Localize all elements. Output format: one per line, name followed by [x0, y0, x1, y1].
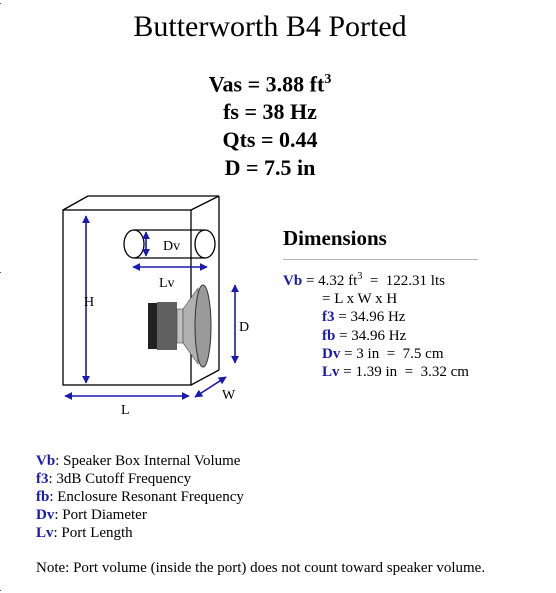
lv-label: Lv — [159, 276, 175, 291]
legend — [36, 452, 244, 542]
h-label: H — [84, 295, 95, 310]
param-d: D = 7.5 in — [224, 155, 316, 181]
legend-item: Vb: Speaker Box Internal Volume — [36, 453, 241, 469]
dim-row-lv: Lv = 1.39 in = 3.32 cm — [322, 364, 469, 381]
legend-item: fb: Enclosure Resonant Frequency — [36, 489, 244, 505]
legend-item: Lv: Port Length — [36, 525, 133, 541]
param-qts: Qts = 0.44 — [222, 127, 318, 153]
page-title: Butterworth B4 Ported — [133, 10, 407, 43]
param-fs: fs = 38 Hz — [223, 99, 317, 125]
dim-row-fb: fb = 34.96 Hz — [322, 327, 407, 344]
dimensions-divider — [283, 259, 478, 260]
dimensions-list — [283, 272, 469, 381]
dimensions-heading: Dimensions — [283, 226, 387, 250]
footnote: Note: Port volume (inside the port) does not count toward speaker volume. — [36, 560, 486, 576]
w-label: W — [222, 388, 236, 403]
dim-row-formula: = L x W x H — [322, 291, 398, 308]
dim-row-dv: Dv = 3 in = 7.5 cm — [322, 345, 444, 362]
dv-label: Dv — [163, 239, 181, 254]
legend-item: f3: 3dB Cutoff Frequency — [36, 471, 192, 487]
speaker-driver — [148, 285, 211, 367]
dim-row-f3: f3 = 34.96 Hz — [322, 309, 406, 326]
l-label: L — [121, 403, 130, 418]
d-label: D — [239, 320, 250, 335]
param-vas: Vas = 3.88 $ft^3$ — [208, 71, 332, 97]
legend-item: Dv: Port Diameter — [36, 507, 147, 523]
dim-row-vb: Vb = 4.32 $ft^3 = 122.31$ lts — [283, 271, 445, 289]
